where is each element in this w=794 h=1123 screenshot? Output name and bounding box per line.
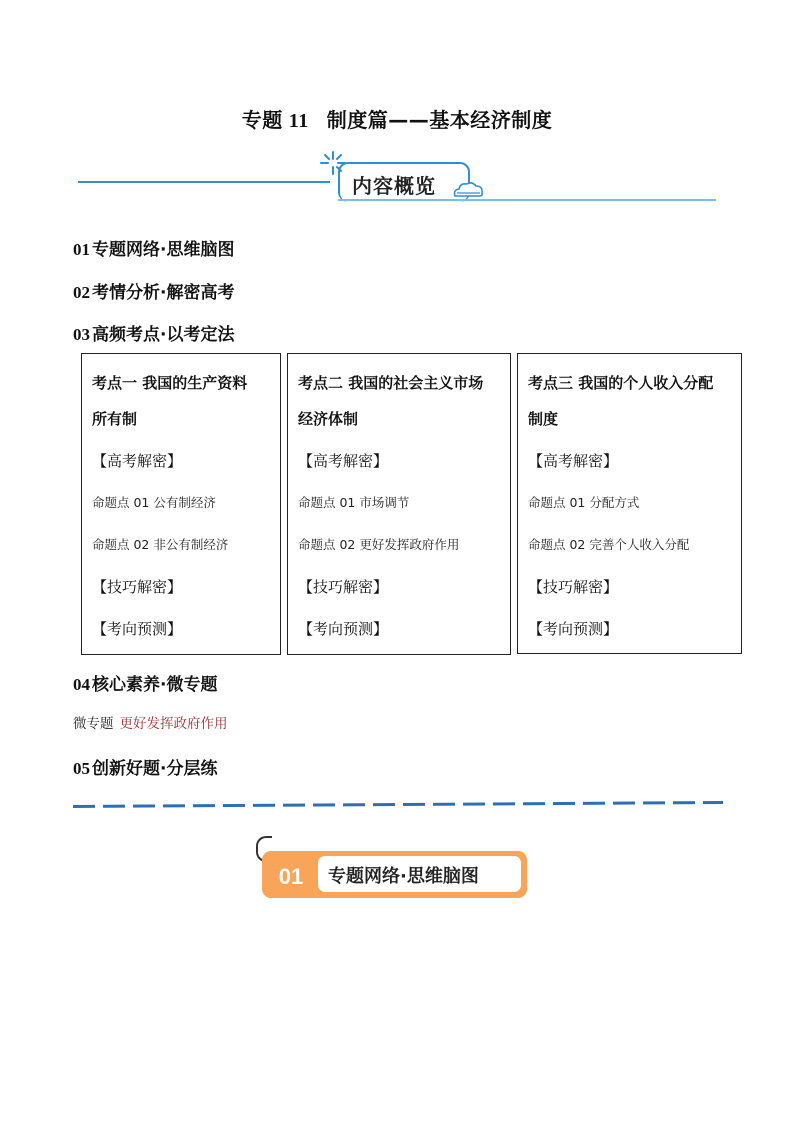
- topic-heading-cont: 制度: [528, 410, 559, 428]
- banner-left-line: [78, 181, 330, 183]
- forecast-label: 【考向预测】: [92, 620, 183, 638]
- topic-box-1: [81, 353, 281, 655]
- section-05: 05 创新好题·分层练: [73, 759, 218, 779]
- section-03: 03 高频考点·以考定法: [73, 325, 235, 345]
- point-item: 命题点 01 市场调节: [298, 495, 410, 510]
- forecast-label: 【考向预测】: [528, 620, 619, 638]
- skill-label: 【技巧解密】: [528, 578, 619, 596]
- skill-label: 【技巧解密】: [298, 578, 389, 596]
- point-item: 命题点 02 非公有制经济: [92, 537, 229, 552]
- dashed-divider: [73, 801, 723, 808]
- topic-heading: 考点三 我国的个人收入分配: [528, 374, 714, 392]
- section-01: 01 专题网络·思维脑图: [73, 240, 235, 260]
- sparkle-icon: [318, 150, 348, 178]
- banner-bottom-line: [338, 199, 716, 201]
- secret-label: 【高考解密】: [298, 452, 389, 470]
- page-title: 专题 11 制度篇——基本经济制度: [241, 108, 553, 132]
- section-04: 04 核心素养·微专题: [73, 675, 218, 695]
- micro-topic-line: 微专题 更好发挥政府作用: [73, 716, 228, 732]
- point-item: 命题点 01 公有制经济: [92, 495, 216, 510]
- cloud-icon: [451, 180, 485, 200]
- forecast-label: 【考向预测】: [298, 620, 389, 638]
- topic-heading: 考点一 我国的生产资料: [92, 374, 248, 392]
- section-02: 02 考情分析·解密高考: [73, 283, 235, 303]
- secret-label: 【高考解密】: [528, 452, 619, 470]
- point-item: 命题点 02 更好发挥政府作用: [298, 537, 460, 552]
- topic-box-2: [287, 353, 511, 655]
- section-tag-number: 01: [278, 864, 304, 889]
- section-tag-label: 专题网络·思维脑图: [328, 866, 479, 887]
- secret-label: 【高考解密】: [92, 452, 183, 470]
- point-item: 命题点 02 完善个人收入分配: [528, 537, 690, 552]
- topic-heading: 考点二 我国的社会主义市场: [298, 374, 484, 392]
- skill-label: 【技巧解密】: [92, 578, 183, 596]
- topic-heading-cont: 经济体制: [298, 410, 359, 428]
- banner-label: 内容概览: [352, 174, 436, 198]
- topic-heading-cont: 所有制: [92, 410, 138, 428]
- micro-topic-link[interactable]: 更好发挥政府作用: [119, 716, 228, 732]
- topic-box-3: [517, 353, 742, 654]
- point-item: 命题点 01 分配方式: [528, 495, 640, 510]
